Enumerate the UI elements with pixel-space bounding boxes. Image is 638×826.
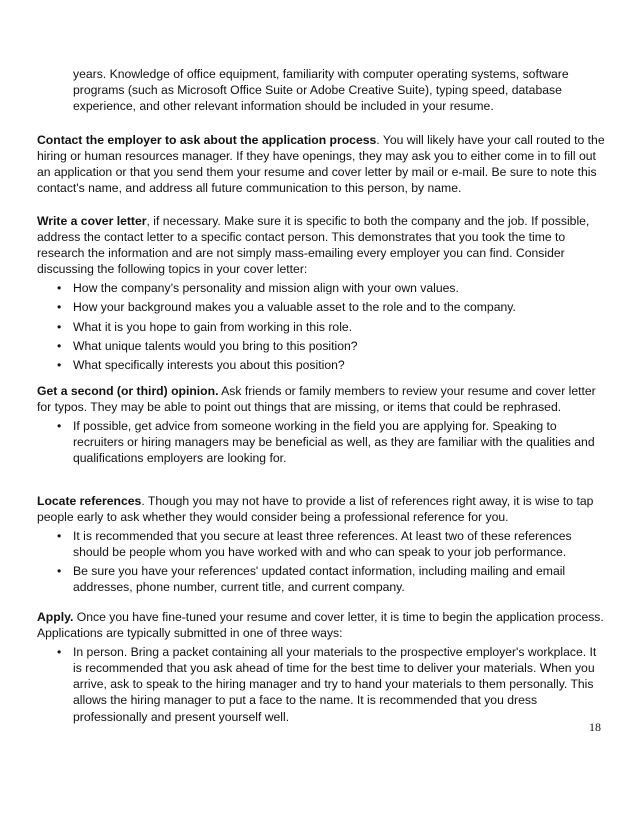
list-item: • How your background makes you a valuable asset to the role and to the company. — [57, 300, 516, 315]
list-item: • What it is you hope to gain from working in this role. — [57, 319, 353, 334]
section-paragraph — [37, 493, 605, 525]
section-body: , if necessary. Make sure it is specific to both the company and the job. If possible, address the contact letter to a specific contact person. This demonstrates that you took the time to research the information and are not simply mass-emailing every employer you can find. Consider discussing the following topics in your cover letter: — [37, 214, 590, 277]
section-heading: Locate references — [37, 494, 142, 508]
section-heading: Apply. — [37, 610, 74, 624]
list-item: • Be sure you have your references' updated contact information, including mailing and email addresses, phone number, current title, and current company. — [57, 564, 566, 595]
section-body: . Though you may not have to provide a list of references right away, it is wise to tap people early to ask whether they would consider being a professional reference for you. — [37, 494, 594, 525]
list-item: • How the company’s personality and mission align with your own values. — [57, 281, 459, 296]
page-number: 18 — [589, 720, 601, 734]
second-opinion-list — [37, 418, 605, 466]
bullet: • — [57, 281, 62, 296]
section-apply — [37, 609, 605, 728]
section-paragraph — [37, 213, 605, 277]
section-body: . You will likely have your call routed to the hiring or human resources manager. If they have openings, they may ask you to either come in to fill out an application or that you send them your resume and cover letter by mail or e-mail. Be sure to note this contact's name, and address all future communication to this person, by name. — [37, 133, 605, 196]
section-heading: Contact the employer to ask about the application process — [37, 133, 377, 147]
list-item: • What unique talents would you bring to this position? — [57, 338, 358, 353]
section-heading: Write a cover letter — [37, 214, 147, 228]
bullet: • — [57, 300, 62, 315]
section-body: Ask friends or family members to review your resume and cover letter for typos. They may be able to point out things that are missing, or items that could be rephrased. — [37, 384, 596, 415]
cover-letter-topics-list — [37, 280, 605, 372]
section-references — [37, 493, 605, 599]
section-second-opinion — [37, 383, 605, 469]
section-contact — [37, 132, 605, 196]
list-item: • What specifically interests you about this position? — [57, 357, 345, 372]
list-item: • If possible, get advice from someone working in the field you are applying for. Speaking to recruiters or hiring managers may be beneficial as well, as they are familiar with the qualities and qualifications employers are looking for. — [57, 419, 595, 466]
section-paragraph — [37, 132, 605, 196]
application-methods-list — [37, 644, 605, 724]
section-body: Once you have fine-tuned your resume and cover letter, it is time to begin the application process. Applications are typically submitted in one of three ways: — [37, 610, 604, 641]
section-paragraph — [37, 609, 605, 641]
bullet: • — [57, 357, 62, 372]
references-list — [37, 528, 605, 595]
bullet: • — [57, 338, 62, 353]
bullet: • — [57, 319, 62, 334]
bullet: • — [57, 645, 62, 660]
list-item: • It is recommended that you secure at least three references. At least two of these references should be people whom you have worked with and who can speak to your job performance. — [57, 529, 572, 560]
bullet: • — [57, 564, 62, 579]
section-cover-letter — [37, 213, 605, 376]
bullet: • — [57, 419, 62, 434]
bullet: • — [57, 529, 62, 544]
section-heading: Get a second (or third) opinion. — [37, 384, 219, 398]
list-item: • In person. Bring a packet containing all your materials to the prospective employer's workplace. It is recommended that you ask ahead of time for the best time to deliver your materials. When you arrive, ask to speak to the hiring manager and try to hand your materials to them personally. This allows the hiring manager to put a face to the name. It is recommended that you dress professionally and present yourself well. — [57, 645, 597, 724]
intro-continuation: years. Knowledge of office equipment, familiarity with computer operating systems, software programs (such as Microsoft Office Suite or Adobe Creative Suite), typing speed, database experience, and other relevant information should be included in your resume. — [73, 67, 569, 114]
section-paragraph — [37, 383, 605, 415]
